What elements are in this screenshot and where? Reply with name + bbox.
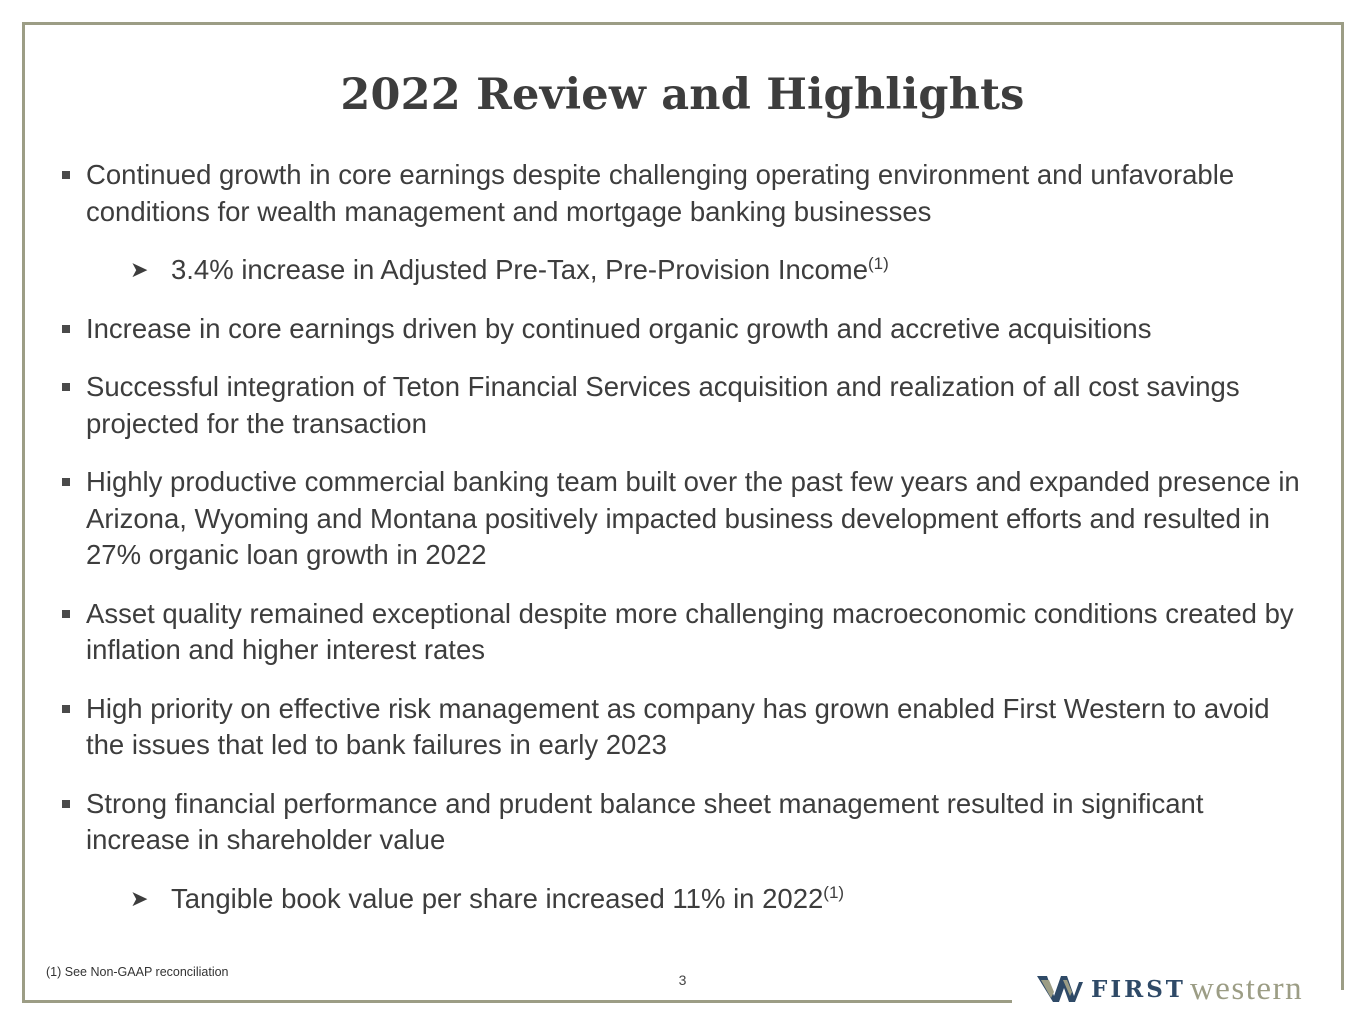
bullet-item bbox=[58, 311, 1308, 348]
bullet-text: Tangible book value per share increased 11% in 2022 bbox=[171, 882, 824, 914]
arrow-bullet-icon: ➤ bbox=[130, 257, 149, 282]
bullet-text: Asset quality remained exceptional despite more challenging macroeconomic conditions created by inflation and higher interest rates bbox=[86, 597, 1294, 665]
bullet-text: Increase in core earnings driven by continued organic growth and accretive acquisitions bbox=[86, 312, 1152, 344]
slide-title: 2022 Review and Highlights bbox=[340, 70, 1025, 120]
bullet-item bbox=[58, 691, 1308, 764]
bullet-item bbox=[58, 464, 1308, 574]
page-number: 3 bbox=[678, 972, 687, 988]
bullet-text: Continued growth in core earnings despite challenging operating environment and unfavorable conditions for wealth management and mortgage banking businesses bbox=[86, 159, 1235, 227]
bullet-text: High priority on effective risk management as company has grown enabled First Western to avoid the issues that led to bank failures in early 2023 bbox=[86, 692, 1270, 760]
footnote-ref: (1) bbox=[868, 253, 889, 273]
first-western-w-logo-icon bbox=[1037, 974, 1083, 1004]
bullet-text: Highly productive commercial banking team built over the past few years and expanded presence in Arizona, Wyoming and Montana positively impacted business development efforts and resulted in 27% organic loan growth in 2022 bbox=[86, 466, 1300, 570]
bullet-item bbox=[58, 596, 1308, 669]
bullet-text: Successful integration of Teton Financial Services acquisition and realization of all cost savings projected for the transaction bbox=[86, 371, 1240, 439]
square-bullet-icon bbox=[62, 705, 70, 713]
bullet-item bbox=[58, 157, 1308, 230]
square-bullet-icon bbox=[62, 383, 70, 391]
square-bullet-icon bbox=[62, 610, 70, 618]
square-bullet-icon bbox=[62, 325, 70, 333]
sub-bullet-item bbox=[58, 252, 1308, 289]
footnote-ref: (1) bbox=[823, 882, 845, 902]
square-bullet-icon bbox=[62, 478, 70, 486]
bullet-text: Strong financial performance and prudent balance sheet management resulted in significant increase in shareholder value bbox=[86, 787, 1204, 855]
square-bullet-icon bbox=[62, 800, 70, 808]
footnote: (1) See Non-GAAP reconciliation bbox=[46, 965, 229, 979]
bullet-text: 3.4% increase in Adjusted Pre-Tax, Pre-Provision Income bbox=[171, 254, 868, 285]
logo-first-text: FIRST bbox=[1091, 975, 1186, 1003]
bullet-list bbox=[58, 157, 1308, 939]
bullet-item bbox=[58, 369, 1308, 442]
logo-western-text: western bbox=[1189, 970, 1304, 1007]
arrow-bullet-icon: ➤ bbox=[130, 885, 149, 911]
square-bullet-icon bbox=[62, 171, 70, 179]
company-logo bbox=[1037, 972, 1303, 1006]
bullet-item bbox=[58, 786, 1308, 859]
sub-bullet-item bbox=[58, 881, 1308, 918]
